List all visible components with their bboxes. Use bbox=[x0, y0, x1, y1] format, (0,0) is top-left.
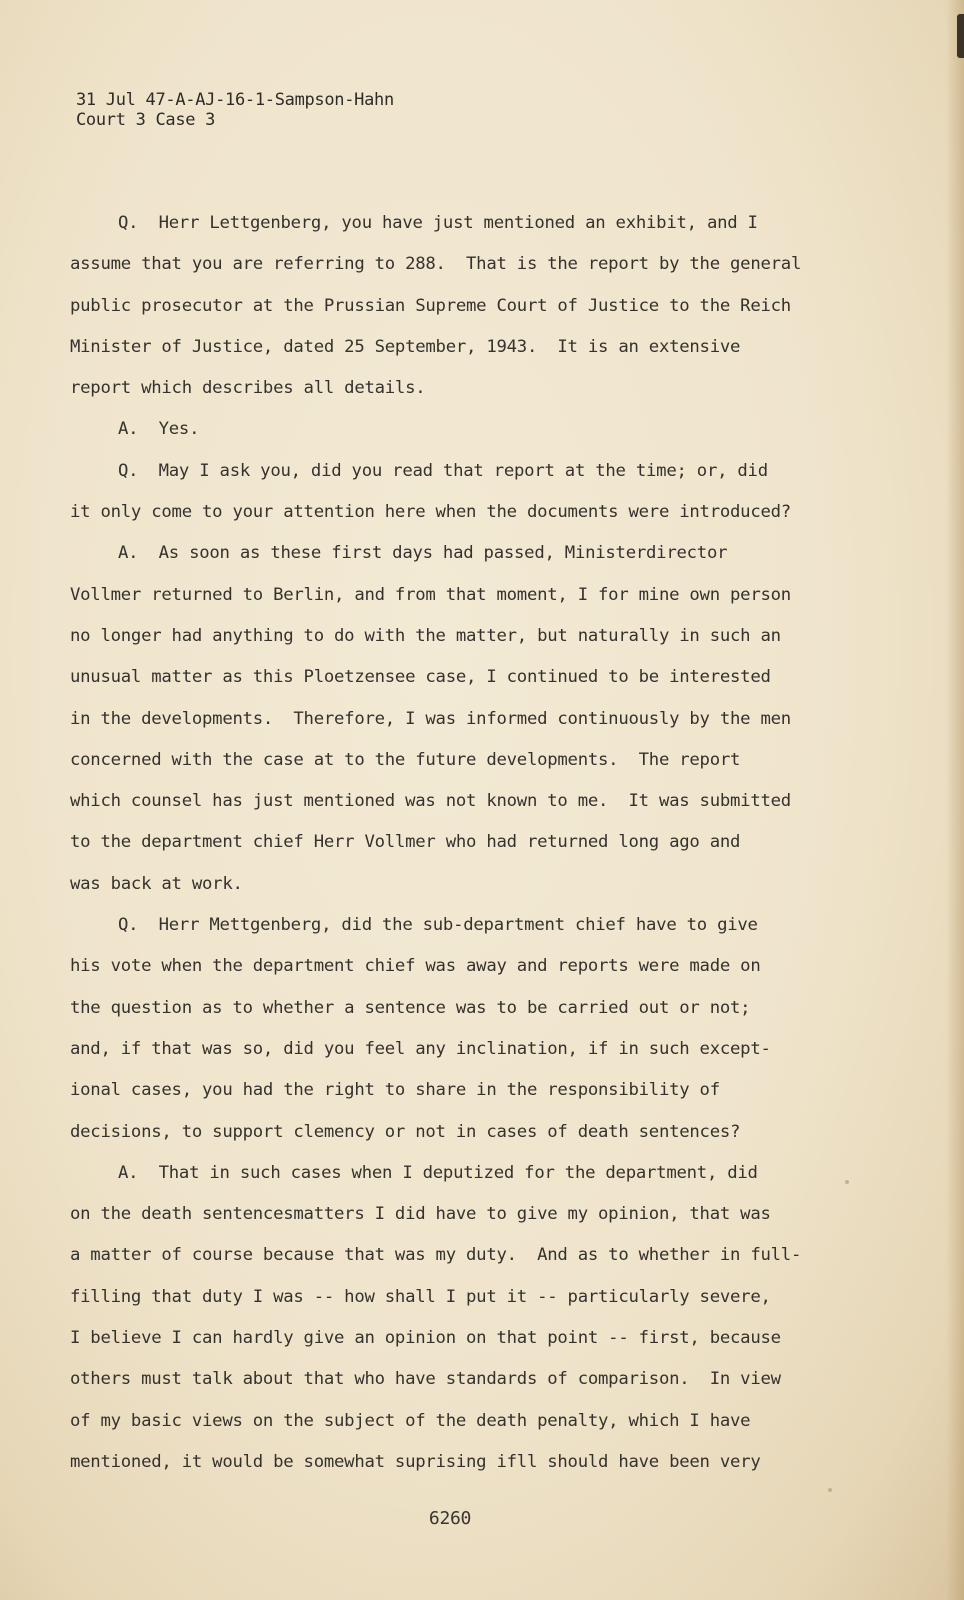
transcript-line: of my basic views on the subject of the death penalty, which I have bbox=[70, 1410, 751, 1431]
transcript-line: ional cases, you had the right to share in the responsibility of bbox=[70, 1080, 720, 1101]
transcript-line: report which describes all details. bbox=[70, 378, 426, 399]
header-reference: 31 Jul 47-A-AJ-16-1-Sampson-Hahn bbox=[76, 90, 394, 110]
transcript-line: decisions, to support clemency or not in cases of death sentences? bbox=[70, 1121, 741, 1142]
transcript-line: it only come to your attention here when the documents were introduced? bbox=[70, 502, 791, 523]
transcript-line: Vollmer returned to Berlin, and from that moment, I for mine own person bbox=[70, 584, 791, 605]
transcript-line: which counsel has just mentioned was not known to me. It was submitted bbox=[70, 791, 791, 812]
transcript-line: his vote when the department chief was away and reports were made on bbox=[70, 956, 761, 977]
transcript-line: assume that you are referring to 288. That is the report by the general bbox=[70, 254, 802, 275]
transcript-line: I believe I can hardly give an opinion on that point -- first, because bbox=[70, 1328, 781, 1349]
page-number: 6260 bbox=[428, 1508, 472, 1529]
transcript-line: A. As soon as these first days had passed, Ministerdirector bbox=[118, 543, 728, 564]
transcript-line: and, if that was so, did you feel any inclination, if in such except- bbox=[70, 1038, 771, 1059]
transcript-line: Minister of Justice, dated 25 September, 1943. It is an extensive bbox=[70, 336, 741, 357]
transcript-line: Q. Herr Lettgenberg, you have just mentioned an exhibit, and I bbox=[118, 213, 758, 233]
transcript-body bbox=[70, 203, 845, 1483]
paper-speck bbox=[845, 1180, 849, 1184]
transcript-line: A. That in such cases when I deputized for the department, did bbox=[118, 1162, 758, 1183]
transcript-line: filling that duty I was -- how shall I put it -- particularly severe, bbox=[70, 1286, 771, 1307]
paper-speck bbox=[828, 1488, 832, 1492]
page-edge-shadow bbox=[946, 0, 964, 1600]
transcript-line: mentioned, it would be somewhat suprising ifll should have been very bbox=[70, 1451, 761, 1472]
transcript-line: to the department chief Herr Vollmer who had returned long ago and bbox=[70, 832, 741, 853]
transcript-line: Q. May I ask you, did you read that report at the time; or, did bbox=[118, 460, 768, 481]
transcript-line: a matter of course because that was my duty. And as to whether in full- bbox=[70, 1245, 802, 1266]
transcript-line: concerned with the case at to the future developments. The report bbox=[70, 749, 741, 770]
transcript-line: no longer had anything to do with the matter, but naturally in such an bbox=[70, 625, 781, 646]
transcript-line: in the developments. Therefore, I was informed continuously by the men bbox=[70, 708, 791, 729]
transcript-line: on the death sentencesmatters I did have to give my opinion, that was bbox=[70, 1204, 771, 1225]
transcript-line: public prosecutor at the Prussian Supreme Court of Justice to the Reich bbox=[70, 295, 791, 316]
transcript-line: A. Yes. bbox=[118, 419, 200, 440]
header-court-case: Court 3 Case 3 bbox=[76, 110, 216, 130]
transcript-line: was back at work. bbox=[70, 873, 243, 894]
transcript-line: Q. Herr Mettgenberg, did the sub-department chief have to give bbox=[118, 915, 758, 936]
transcript-line: unusual matter as this Ploetzensee case, I continued to be interested bbox=[70, 667, 771, 688]
transcript-line: the question as to whether a sentence was to be carried out or not; bbox=[70, 997, 751, 1018]
binder-tab bbox=[957, 14, 964, 58]
document-header bbox=[76, 90, 394, 130]
transcript-line: others must talk about that who have standards of comparison. In view bbox=[70, 1369, 781, 1390]
